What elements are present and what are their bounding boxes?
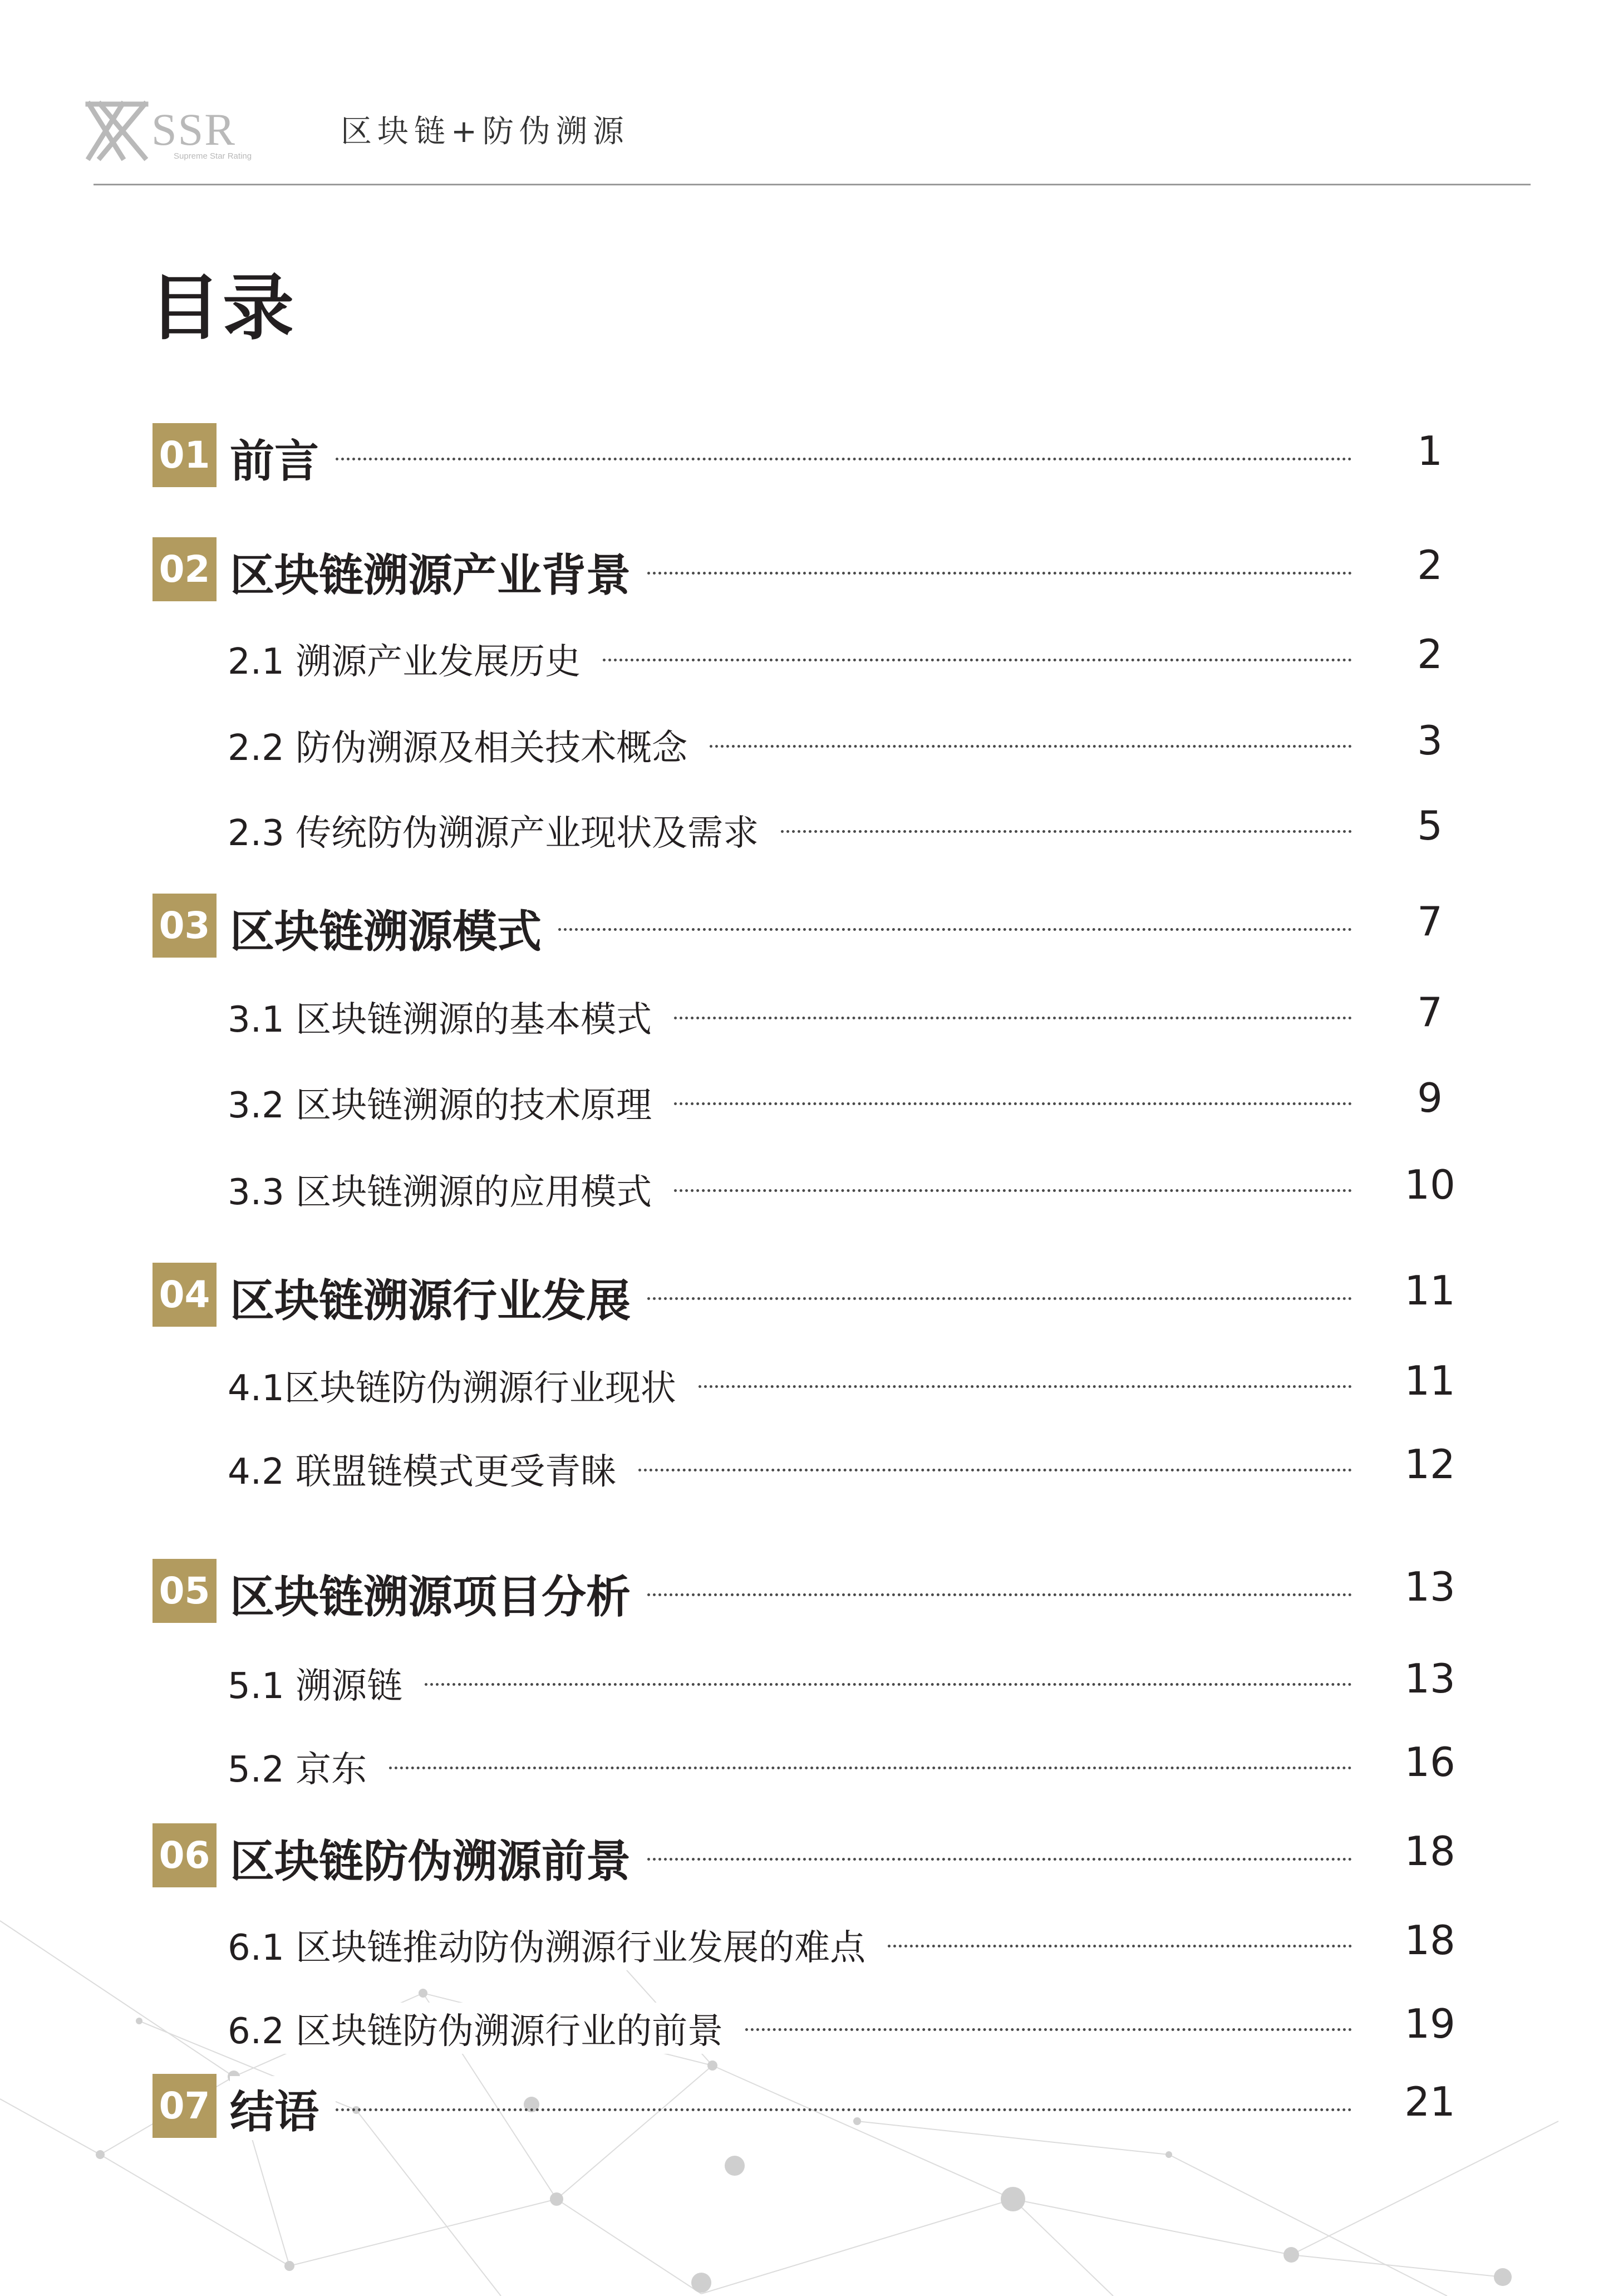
toc-subsection-row[interactable] [153, 1996, 1477, 2063]
subsection-title: 6.2 区块链防伪溯源行业的前景 [228, 2003, 745, 2054]
section-title: 区块链防伪溯源前景 [230, 1826, 647, 1890]
section-number-badge: 02 [153, 537, 217, 601]
page-number: 2 [1417, 631, 1443, 678]
subsection-title: 2.2 防伪溯源及相关技术概念 [228, 719, 710, 771]
section-title: 区块链溯源产业背景 [230, 539, 647, 604]
dot-leader [668, 1017, 1352, 1019]
page-number: 10 [1404, 1161, 1455, 1208]
page-number: 16 [1404, 1739, 1455, 1785]
subsection-title: 4.2 联盟链模式更受青睐 [228, 1443, 638, 1494]
toc-section-row[interactable] [153, 1559, 1477, 1626]
page-number: 12 [1404, 1441, 1455, 1488]
toc-subsection-row[interactable] [153, 1157, 1477, 1224]
toc-subsection-row[interactable] [153, 1651, 1477, 1718]
dot-leader [668, 1189, 1352, 1192]
dot-leader [882, 1945, 1352, 1947]
subsection-title: 4.1区块链防伪溯源行业现状 [228, 1360, 699, 1411]
subsection-title: 6.1 区块链推动防伪溯源行业发展的难点 [228, 1919, 888, 1970]
page-number: 21 [1404, 2078, 1455, 2125]
toc-subsection-row[interactable] [153, 1734, 1477, 1801]
section-title: 区块链溯源行业发展 [230, 1265, 647, 1329]
page-number: 18 [1404, 1917, 1455, 1964]
dot-leader [330, 458, 1352, 460]
toc-subsection-row[interactable] [153, 1353, 1477, 1420]
toc-heading: 目录 [149, 267, 297, 350]
subsection-title: 5.2 京东 [228, 1741, 389, 1792]
dot-leader [704, 745, 1352, 748]
section-number-badge: 04 [153, 1263, 217, 1327]
section-number-badge: 07 [153, 2074, 217, 2138]
page-number: 7 [1417, 989, 1443, 1036]
subsection-title: 2.1 溯源产业发展历史 [228, 633, 603, 684]
subsection-title: 2.3 传统防伪溯源产业现状及需求 [228, 804, 781, 856]
page-number: 5 [1417, 802, 1443, 849]
page-number: 13 [1404, 1563, 1455, 1610]
document-header-title: 区块链+防伪溯源 [341, 114, 629, 150]
toc-section-row[interactable] [153, 423, 1477, 490]
page-number: 11 [1404, 1267, 1455, 1314]
toc-subsection-row[interactable] [153, 626, 1477, 693]
section-title: 前言 [230, 425, 336, 489]
dot-leader [383, 1767, 1352, 1769]
page-number: 1 [1417, 428, 1443, 474]
toc-section-row[interactable] [153, 1263, 1477, 1329]
dot-leader [330, 2108, 1352, 2111]
subsection-title: 3.1 区块链溯源的基本模式 [228, 991, 674, 1042]
page-number: 18 [1404, 1828, 1455, 1875]
toc-subsection-row[interactable] [153, 984, 1477, 1051]
dot-leader [642, 1593, 1352, 1596]
toc-subsection-row[interactable] [153, 798, 1477, 865]
section-number-badge: 03 [153, 894, 217, 958]
svg-text:Supreme Star Rating: Supreme Star Rating [174, 151, 252, 161]
toc-subsection-row[interactable] [153, 1070, 1477, 1137]
toc-section-row[interactable] [153, 894, 1477, 960]
dot-leader [419, 1683, 1352, 1686]
dot-leader [740, 2028, 1352, 2031]
dot-leader [553, 928, 1352, 931]
toc-section-row[interactable] [153, 537, 1477, 604]
dot-leader [642, 1858, 1352, 1861]
page-number: 11 [1404, 1357, 1455, 1404]
dot-leader [633, 1469, 1352, 1471]
toc-section-row[interactable] [153, 2074, 1477, 2141]
page-number: 3 [1417, 717, 1443, 764]
subsection-title: 3.3 区块链溯源的应用模式 [228, 1164, 674, 1215]
section-number-badge: 06 [153, 1823, 217, 1887]
dot-leader [642, 1297, 1352, 1300]
section-number-badge: 01 [153, 423, 217, 487]
page-number: 13 [1404, 1655, 1455, 1702]
dot-leader [668, 1102, 1352, 1105]
toc-subsection-row[interactable] [153, 1436, 1477, 1503]
toc-subsection-row[interactable] [153, 713, 1477, 779]
svg-text:SSR: SSR [151, 104, 236, 155]
toc-subsection-row[interactable] [153, 1912, 1477, 1979]
subsection-title: 3.2 区块链溯源的技术原理 [228, 1077, 674, 1128]
page-number: 7 [1417, 898, 1443, 945]
section-title: 区块链溯源项目分析 [230, 1561, 647, 1625]
page-number: 2 [1417, 542, 1443, 588]
subsection-title: 5.1 溯源链 [228, 1657, 425, 1709]
section-number-badge: 05 [153, 1559, 217, 1623]
section-title: 结语 [230, 2076, 336, 2140]
dot-leader [597, 659, 1352, 661]
page-number: 9 [1417, 1075, 1443, 1121]
dot-leader [693, 1385, 1352, 1388]
dot-leader [642, 572, 1352, 575]
section-title: 区块链溯源模式 [230, 896, 558, 960]
toc-section-row[interactable] [153, 1823, 1477, 1890]
page-number: 19 [1404, 2000, 1455, 2047]
dot-leader [775, 830, 1352, 833]
